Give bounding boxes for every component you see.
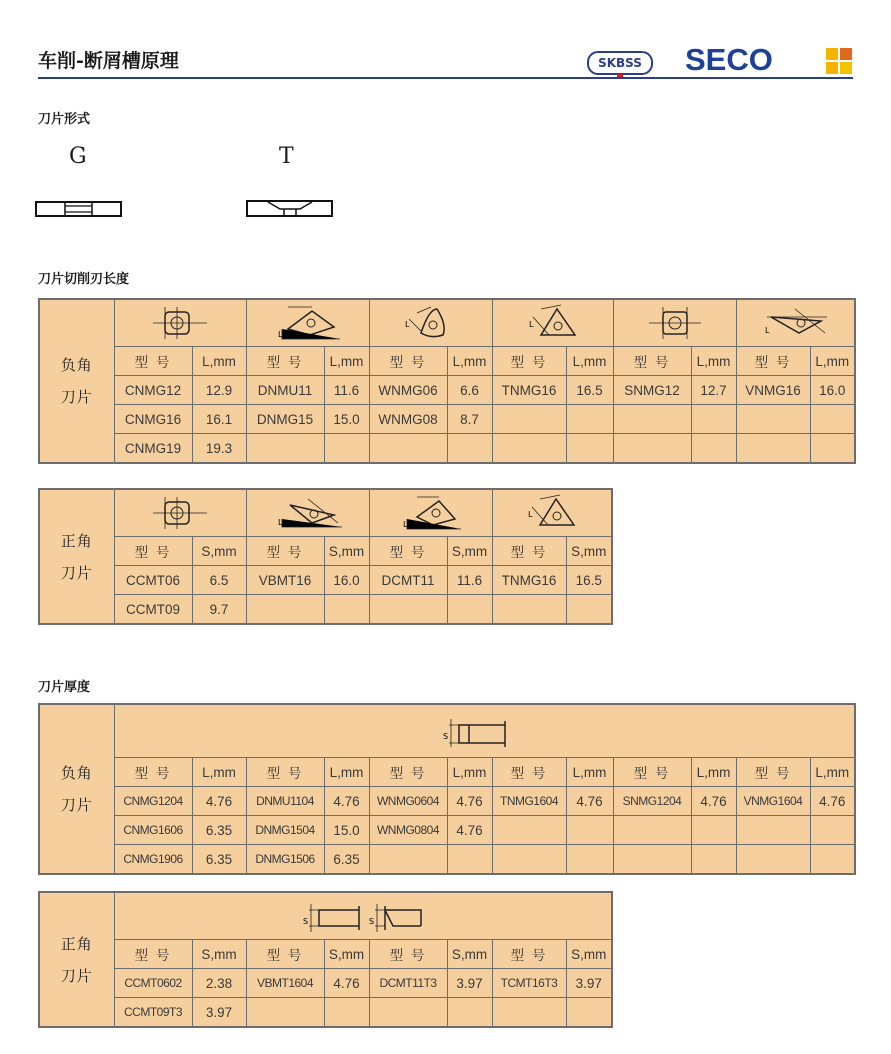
table-row xyxy=(39,969,612,998)
column-header-model: 型 号 xyxy=(492,347,566,376)
column-header-model: 型 号 xyxy=(492,758,566,787)
table-cell: 6.35 xyxy=(192,816,246,845)
edge-length-positive-table xyxy=(38,488,613,625)
svg-text:L: L xyxy=(277,518,282,527)
table-cell xyxy=(447,434,492,464)
skbss-logo: SKBSS xyxy=(587,51,653,75)
table-cell: DNMG1504 xyxy=(246,816,324,845)
table-cell xyxy=(810,816,855,845)
table-cell xyxy=(369,595,447,625)
table-cell xyxy=(691,405,736,434)
table-cell: VBMT1604 xyxy=(246,969,324,998)
table-cell: WNMG0604 xyxy=(369,787,447,816)
table-cell: TCMT16T3 xyxy=(492,969,566,998)
table-cell: 12.9 xyxy=(192,376,246,405)
svg-text:L: L xyxy=(527,510,533,519)
table-cell xyxy=(736,405,810,434)
thickness-negative-table xyxy=(38,703,856,875)
column-header-model: 型 号 xyxy=(369,347,447,376)
tnmg-geometry-diagram xyxy=(492,299,613,347)
column-header-size: S,mm xyxy=(192,940,246,969)
table-cell: DCMT11T3 xyxy=(369,969,447,998)
table-cell xyxy=(246,998,324,1028)
column-header-length: L,mm xyxy=(324,347,369,376)
dnmu-geometry-diagram xyxy=(246,299,369,347)
column-header-size: S,mm xyxy=(192,537,246,566)
table-cell: 3.97 xyxy=(192,998,246,1028)
table-cell: VBMT16 xyxy=(246,566,324,595)
table-cell xyxy=(613,405,691,434)
table-row xyxy=(39,595,612,625)
column-header-length: L,mm xyxy=(447,347,492,376)
column-header-model: 型 号 xyxy=(114,940,192,969)
table-row xyxy=(39,376,855,405)
section-heading-insert-thickness: 刀片厚度 xyxy=(38,680,91,695)
seco-logo: SECO xyxy=(685,42,773,77)
table-cell: TNMG16 xyxy=(492,566,566,595)
table-cell xyxy=(691,845,736,875)
insert-t-profile-diagram xyxy=(246,198,334,219)
column-header-size: S,mm xyxy=(324,537,369,566)
table-cell xyxy=(369,434,447,464)
column-header-length: L,mm xyxy=(324,758,369,787)
column-header-length: L,mm xyxy=(691,758,736,787)
vnmg-geometry-diagram xyxy=(736,299,855,347)
tnmg-positive-geometry-diagram xyxy=(492,489,612,537)
ccmt-geometry-diagram xyxy=(114,489,246,537)
table-row xyxy=(39,845,855,875)
column-header-model: 型 号 xyxy=(613,758,691,787)
table-cell xyxy=(566,998,612,1028)
wnmg-geometry-diagram xyxy=(369,299,492,347)
table-cell: WNMG06 xyxy=(369,376,447,405)
table-cell: 4.76 xyxy=(447,816,492,845)
table-cell xyxy=(736,816,810,845)
table-cell: CCMT09 xyxy=(114,595,192,625)
table-cell: CCMT0602 xyxy=(114,969,192,998)
svg-text:S: S xyxy=(302,917,308,926)
table-row xyxy=(39,566,612,595)
column-header-model: 型 号 xyxy=(613,347,691,376)
table-cell: 6.5 xyxy=(192,566,246,595)
vbmt-geometry-diagram xyxy=(246,489,369,537)
table-cell: DNMU1104 xyxy=(246,787,324,816)
table-cell: 3.97 xyxy=(566,969,612,998)
table-cell: 12.7 xyxy=(691,376,736,405)
column-header-model: 型 号 xyxy=(369,537,447,566)
table-cell: 19.3 xyxy=(192,434,246,464)
form-label-t: T xyxy=(279,144,294,169)
page-title: 车削-断屑槽原理 xyxy=(38,50,179,72)
column-header-model: 型 号 xyxy=(369,940,447,969)
table-cell: DNMU11 xyxy=(246,376,324,405)
edge-length-negative-table xyxy=(38,298,856,464)
svg-text:L: L xyxy=(402,520,407,529)
table-cell xyxy=(613,845,691,875)
table-cell: 4.76 xyxy=(192,787,246,816)
table-cell xyxy=(324,998,369,1028)
table-cell xyxy=(566,405,613,434)
column-header-model: 型 号 xyxy=(246,758,324,787)
thickness-negative-diagram xyxy=(114,704,855,758)
column-header-model: 型 号 xyxy=(736,758,810,787)
table-cell: SNMG1204 xyxy=(613,787,691,816)
table-cell: CNMG12 xyxy=(114,376,192,405)
table-cell xyxy=(492,845,566,875)
table-cell: CNMG16 xyxy=(114,405,192,434)
column-header-model: 型 号 xyxy=(246,347,324,376)
table-cell xyxy=(369,998,447,1028)
svg-text:L: L xyxy=(277,330,282,339)
table-cell: 15.0 xyxy=(324,405,369,434)
table-cell: 2.38 xyxy=(192,969,246,998)
table-cell xyxy=(691,816,736,845)
table-cell: 6.35 xyxy=(192,845,246,875)
table-cell xyxy=(447,998,492,1028)
snmg-geometry-diagram xyxy=(613,299,736,347)
table-cell: WNMG0804 xyxy=(369,816,447,845)
table-cell: 11.6 xyxy=(447,566,492,595)
column-header-length: L,mm xyxy=(566,758,613,787)
table-cell: VNMG16 xyxy=(736,376,810,405)
table-cell: 15.0 xyxy=(324,816,369,845)
table-cell: CCMT09T3 xyxy=(114,998,192,1028)
table-cell: 8.7 xyxy=(447,405,492,434)
positive-insert-label: 正角 刀片 xyxy=(39,892,114,1027)
dcmt-geometry-diagram xyxy=(369,489,492,537)
table-cell xyxy=(566,595,612,625)
table-cell: 16.5 xyxy=(566,566,612,595)
table-cell xyxy=(566,845,613,875)
table-cell xyxy=(447,595,492,625)
table-row xyxy=(39,998,612,1028)
table-cell: CNMG1606 xyxy=(114,816,192,845)
table-cell xyxy=(324,595,369,625)
column-header-size: S,mm xyxy=(566,537,612,566)
table-cell xyxy=(246,595,324,625)
table-cell: 4.76 xyxy=(810,787,855,816)
table-cell xyxy=(736,845,810,875)
table-cell xyxy=(613,434,691,464)
header-rule xyxy=(38,77,853,79)
table-cell: 11.6 xyxy=(324,376,369,405)
column-header-model: 型 号 xyxy=(246,537,324,566)
table-cell xyxy=(810,405,855,434)
table-cell xyxy=(566,434,613,464)
table-cell xyxy=(324,434,369,464)
table-cell xyxy=(246,434,324,464)
svg-text:L: L xyxy=(765,326,770,335)
thickness-positive-diagram xyxy=(114,892,612,940)
table-cell: 6.35 xyxy=(324,845,369,875)
column-header-size: S,mm xyxy=(447,537,492,566)
negative-insert-label: 负角 刀片 xyxy=(39,299,114,463)
column-header-length: L,mm xyxy=(691,347,736,376)
table-cell: 6.6 xyxy=(447,376,492,405)
column-header-size: S,mm xyxy=(447,940,492,969)
table-cell xyxy=(736,434,810,464)
table-row xyxy=(39,816,855,845)
svg-text:L: L xyxy=(404,320,409,329)
table-cell: CNMG19 xyxy=(114,434,192,464)
table-cell: 4.76 xyxy=(691,787,736,816)
table-cell xyxy=(492,816,566,845)
table-cell: TNMG1604 xyxy=(492,787,566,816)
form-label-g: G xyxy=(69,144,87,169)
table-cell xyxy=(810,845,855,875)
column-header-model: 型 号 xyxy=(114,347,192,376)
table-cell xyxy=(691,434,736,464)
table-cell: CNMG1906 xyxy=(114,845,192,875)
column-header-length: L,mm xyxy=(810,347,855,376)
table-cell: 4.76 xyxy=(324,787,369,816)
column-header-model: 型 号 xyxy=(369,758,447,787)
column-header-length: L,mm xyxy=(566,347,613,376)
table-cell: 4.76 xyxy=(447,787,492,816)
table-cell xyxy=(447,845,492,875)
svg-text:L: L xyxy=(528,320,533,329)
table-cell xyxy=(492,434,566,464)
svg-text:S: S xyxy=(368,917,374,926)
table-cell: WNMG08 xyxy=(369,405,447,434)
table-cell xyxy=(613,816,691,845)
column-header-length: L,mm xyxy=(192,347,246,376)
table-cell: CCMT06 xyxy=(114,566,192,595)
table-cell xyxy=(566,816,613,845)
insert-g-profile-diagram xyxy=(35,199,123,219)
table-cell: DNMG15 xyxy=(246,405,324,434)
table-cell: DNMG1506 xyxy=(246,845,324,875)
column-header-length: L,mm xyxy=(810,758,855,787)
table-cell: 4.76 xyxy=(324,969,369,998)
table-cell: 4.76 xyxy=(566,787,613,816)
column-header-model: 型 号 xyxy=(246,940,324,969)
table-cell xyxy=(492,998,566,1028)
column-header-model: 型 号 xyxy=(114,537,192,566)
table-row xyxy=(39,787,855,816)
column-header-model: 型 号 xyxy=(114,758,192,787)
svg-text:S: S xyxy=(443,732,449,741)
table-cell: TNMG16 xyxy=(492,376,566,405)
table-cell xyxy=(492,595,566,625)
table-cell xyxy=(369,845,447,875)
table-cell: 3.97 xyxy=(447,969,492,998)
column-header-length: L,mm xyxy=(192,758,246,787)
table-row xyxy=(39,405,855,434)
cnmg-geometry-diagram xyxy=(114,299,246,347)
table-cell: 16.5 xyxy=(566,376,613,405)
table-cell: 9.7 xyxy=(192,595,246,625)
section-heading-cutting-edge-length: 刀片切削刃长度 xyxy=(38,272,130,287)
column-header-model: 型 号 xyxy=(492,940,566,969)
table-cell xyxy=(492,405,566,434)
table-cell: DCMT11 xyxy=(369,566,447,595)
column-header-length: L,mm xyxy=(447,758,492,787)
negative-insert-label: 负角 刀片 xyxy=(39,704,114,874)
column-header-size: S,mm xyxy=(324,940,369,969)
column-header-model: 型 号 xyxy=(492,537,566,566)
column-header-size: S,mm xyxy=(566,940,612,969)
section-heading-insert-form: 刀片形式 xyxy=(38,112,91,127)
seco-logo-mark xyxy=(826,48,852,74)
positive-insert-label: 正角 刀片 xyxy=(39,489,114,624)
column-header-model: 型 号 xyxy=(736,347,810,376)
table-cell: 16.0 xyxy=(810,376,855,405)
table-cell: VNMG1604 xyxy=(736,787,810,816)
table-cell xyxy=(810,434,855,464)
table-cell: 16.0 xyxy=(324,566,369,595)
thickness-positive-table xyxy=(38,891,613,1028)
table-cell: 16.1 xyxy=(192,405,246,434)
table-cell: CNMG1204 xyxy=(114,787,192,816)
table-row xyxy=(39,434,855,464)
table-cell: SNMG12 xyxy=(613,376,691,405)
